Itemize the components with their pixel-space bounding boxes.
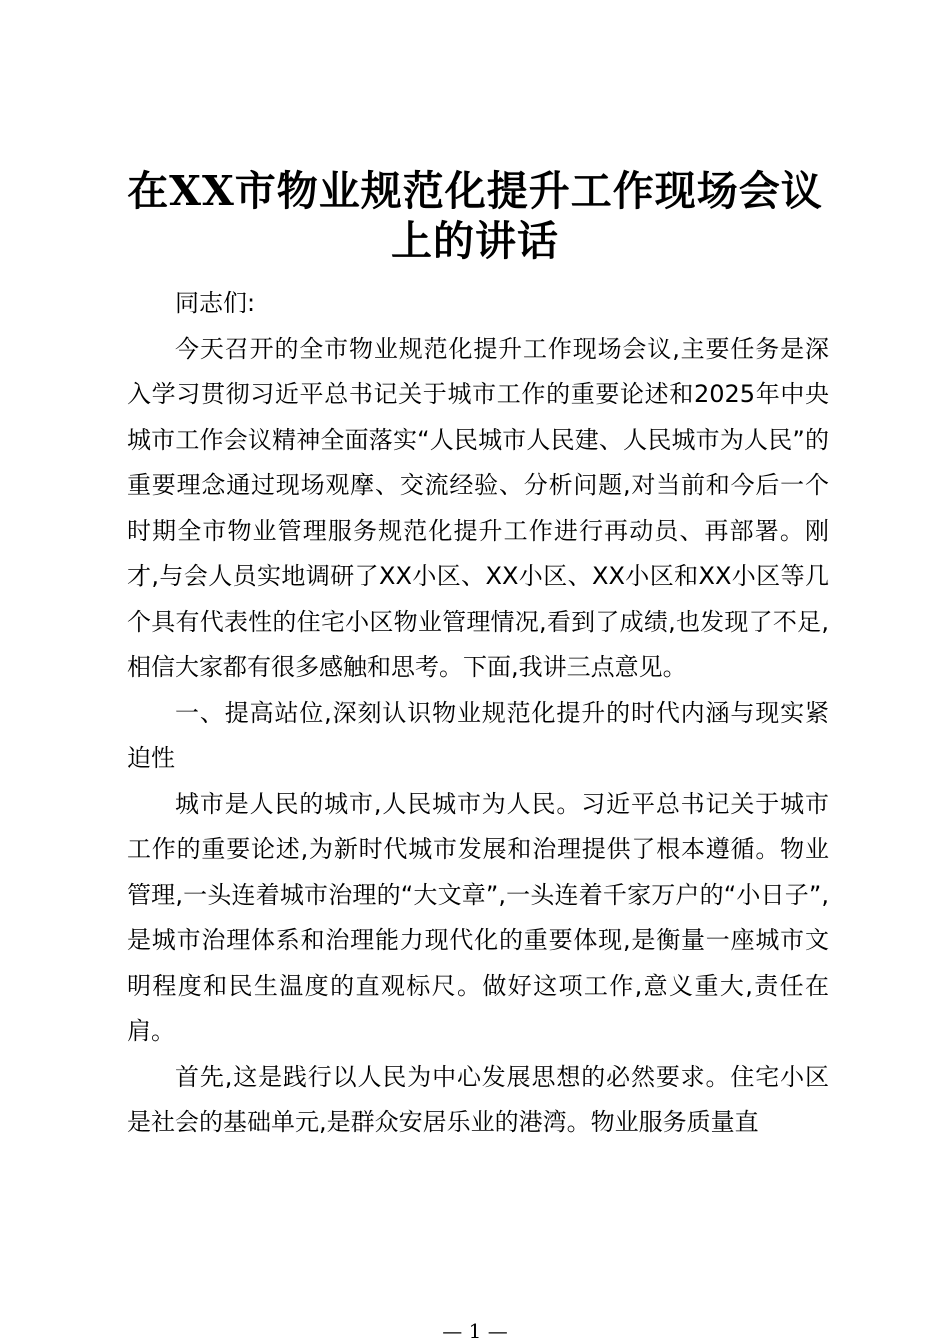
paragraph-intro: 今天召开的全市物业规范化提升工作现场会议,主要任务是深入学习贯彻习近平总书记关于城市工作的重要论述和2025年中央城市工作会议精神全面落实“人民城市人民建、人民城市为人民”的重要理念通过现场观摩、交流经验、分析问题,对当前和今后一个时期全市物业管理服务规范化提升工作进行再动员、再部署。刚才,与会人员实地调研了XX小区、XX小区、XX小区和XX小区等几个具有代表性的住宅小区物业管理情况,看到了成绩,也发现了不足,相信大家都有很多感触和思考。下面,我讲三点意见。 <box>127 334 829 681</box>
document-title <box>110 166 840 266</box>
paragraph-first: 首先,这是践行以人民为中心发展思想的必然要求。住宅小区是社会的基础单元,是群众安居乐业的港湾。物业服务质量直 <box>127 1062 829 1136</box>
title-line-2: 上的讲话 <box>391 217 559 265</box>
section-heading-1: 一、提高站位,深刻认识物业规范化提升的时代内涵与现实紧迫性 <box>127 698 829 772</box>
title-line-1: 在XX市物业规范化提升工作现场会议 <box>127 167 823 215</box>
document-body <box>127 281 829 1146</box>
greeting: 同志们: <box>175 289 256 317</box>
page-number: — 1 — <box>442 1319 508 1343</box>
paragraph-city: 城市是人民的城市,人民城市为人民。习近平总书记关于城市工作的重要论述,为新时代城市发展和治理提供了根本遵循。物业管理,一头连着城市治理的“大文章”,一头连着千家万户的“小日子”,是城市治理体系和治理能力现代化的重要体现,是衡量一座城市文明程度和民生温度的直观标尺。做好这项工作,意义重大,责任在肩。 <box>127 789 829 1045</box>
